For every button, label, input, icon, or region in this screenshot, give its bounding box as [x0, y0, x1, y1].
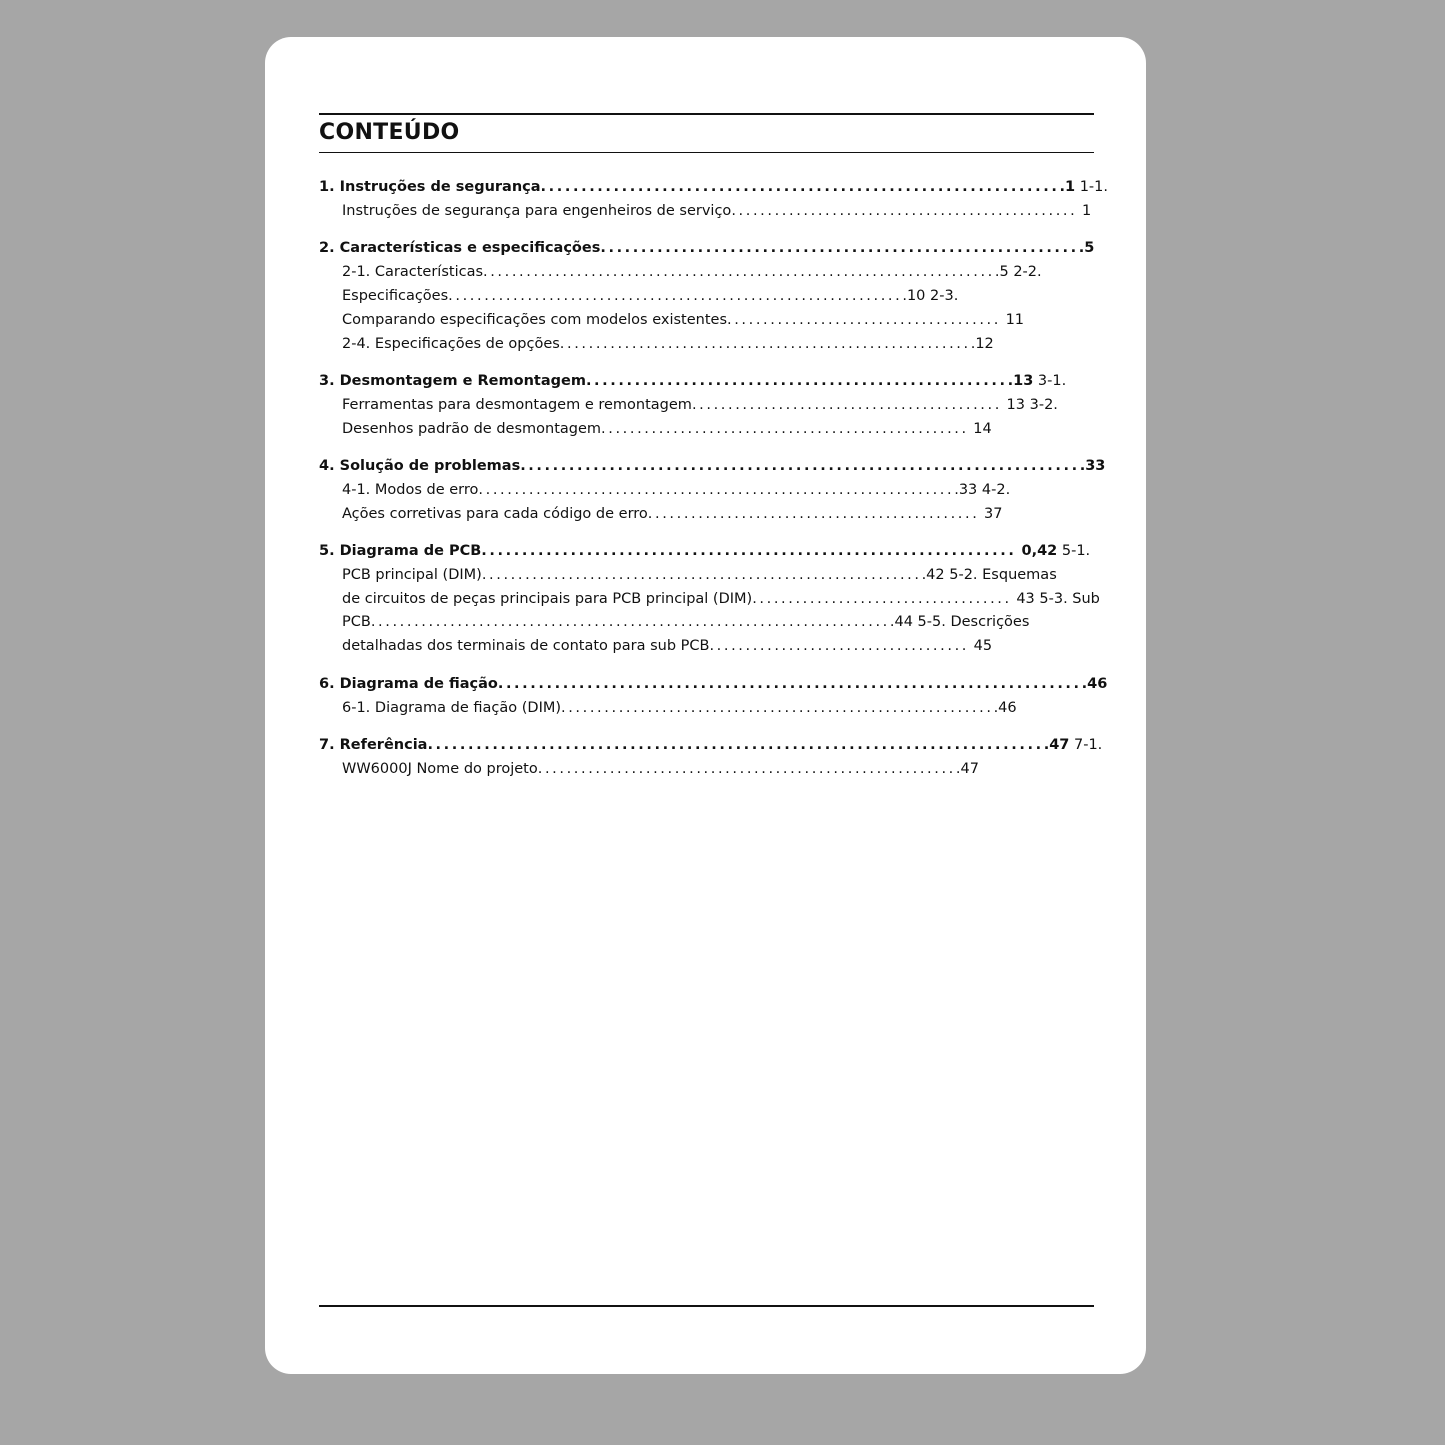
toc-line: 2-1. Características........................................................................5 2-2. — [342, 264, 1042, 280]
toc-line: Desenhos padrão de desmontagem................................................... 14 — [342, 421, 992, 437]
toc-line: 2. Características e especificações............................................................5 — [319, 240, 1095, 256]
toc-line: PCB principal (DIM)..............................................................42 5-2. Esquemas — [342, 567, 1057, 583]
toc-line: WW6000J Nome do projeto...........................................................47 — [342, 761, 979, 777]
toc-line: 6. Diagrama de fiação.........................................................................46 — [319, 676, 1108, 692]
bottom-rule — [319, 1305, 1094, 1307]
toc-line: Ferramentas para desmontagem e remontagem........................................... 13 3-2. — [342, 397, 1058, 413]
toc-line: Instruções de segurança para engenheiros de serviço................................................ 1 — [342, 203, 1092, 219]
page-title: CONTEÚDO — [319, 120, 460, 145]
toc-line: 2-4. Especificações de opções..........................................................12 — [342, 336, 994, 352]
toc-line: PCB.........................................................................44 5-5. Descrições — [342, 614, 1030, 630]
toc-line: 4. Solução de problemas......................................................................33 — [319, 458, 1106, 474]
toc-line: 5. Diagrama de PCB.................................................................. 0,42 5-1. — [319, 543, 1091, 559]
toc-line: 4-1. Modos de erro...................................................................33 4-2. — [342, 482, 1011, 498]
toc-line: Especificações................................................................10 2-3. — [342, 288, 959, 304]
top-rule — [319, 113, 1094, 115]
toc-line: 1. Instruções de segurança.................................................................1 1-1. — [319, 179, 1108, 195]
toc-line: Comparando especificações com modelos existentes...................................... 11 — [342, 312, 1025, 328]
toc-line: Ações corretivas para cada código de erro.............................................. 37 — [342, 506, 1003, 522]
toc-line: 7. Referência.............................................................................47 7-1. — [319, 737, 1103, 753]
title-underline — [319, 152, 1094, 153]
toc-line: de circuitos de peças principais para PCB principal (DIM).................................... 43 5-3. Sub — [342, 591, 1100, 607]
toc-line: 3. Desmontagem e Remontagem.....................................................13 3-1. — [319, 373, 1067, 389]
toc-line: 6-1. Diagrama de fiação (DIM).............................................................46 — [342, 700, 1017, 716]
toc-line: detalhadas dos terminais de contato para sub PCB.................................... 45 — [342, 638, 993, 654]
document-page — [265, 37, 1146, 1374]
